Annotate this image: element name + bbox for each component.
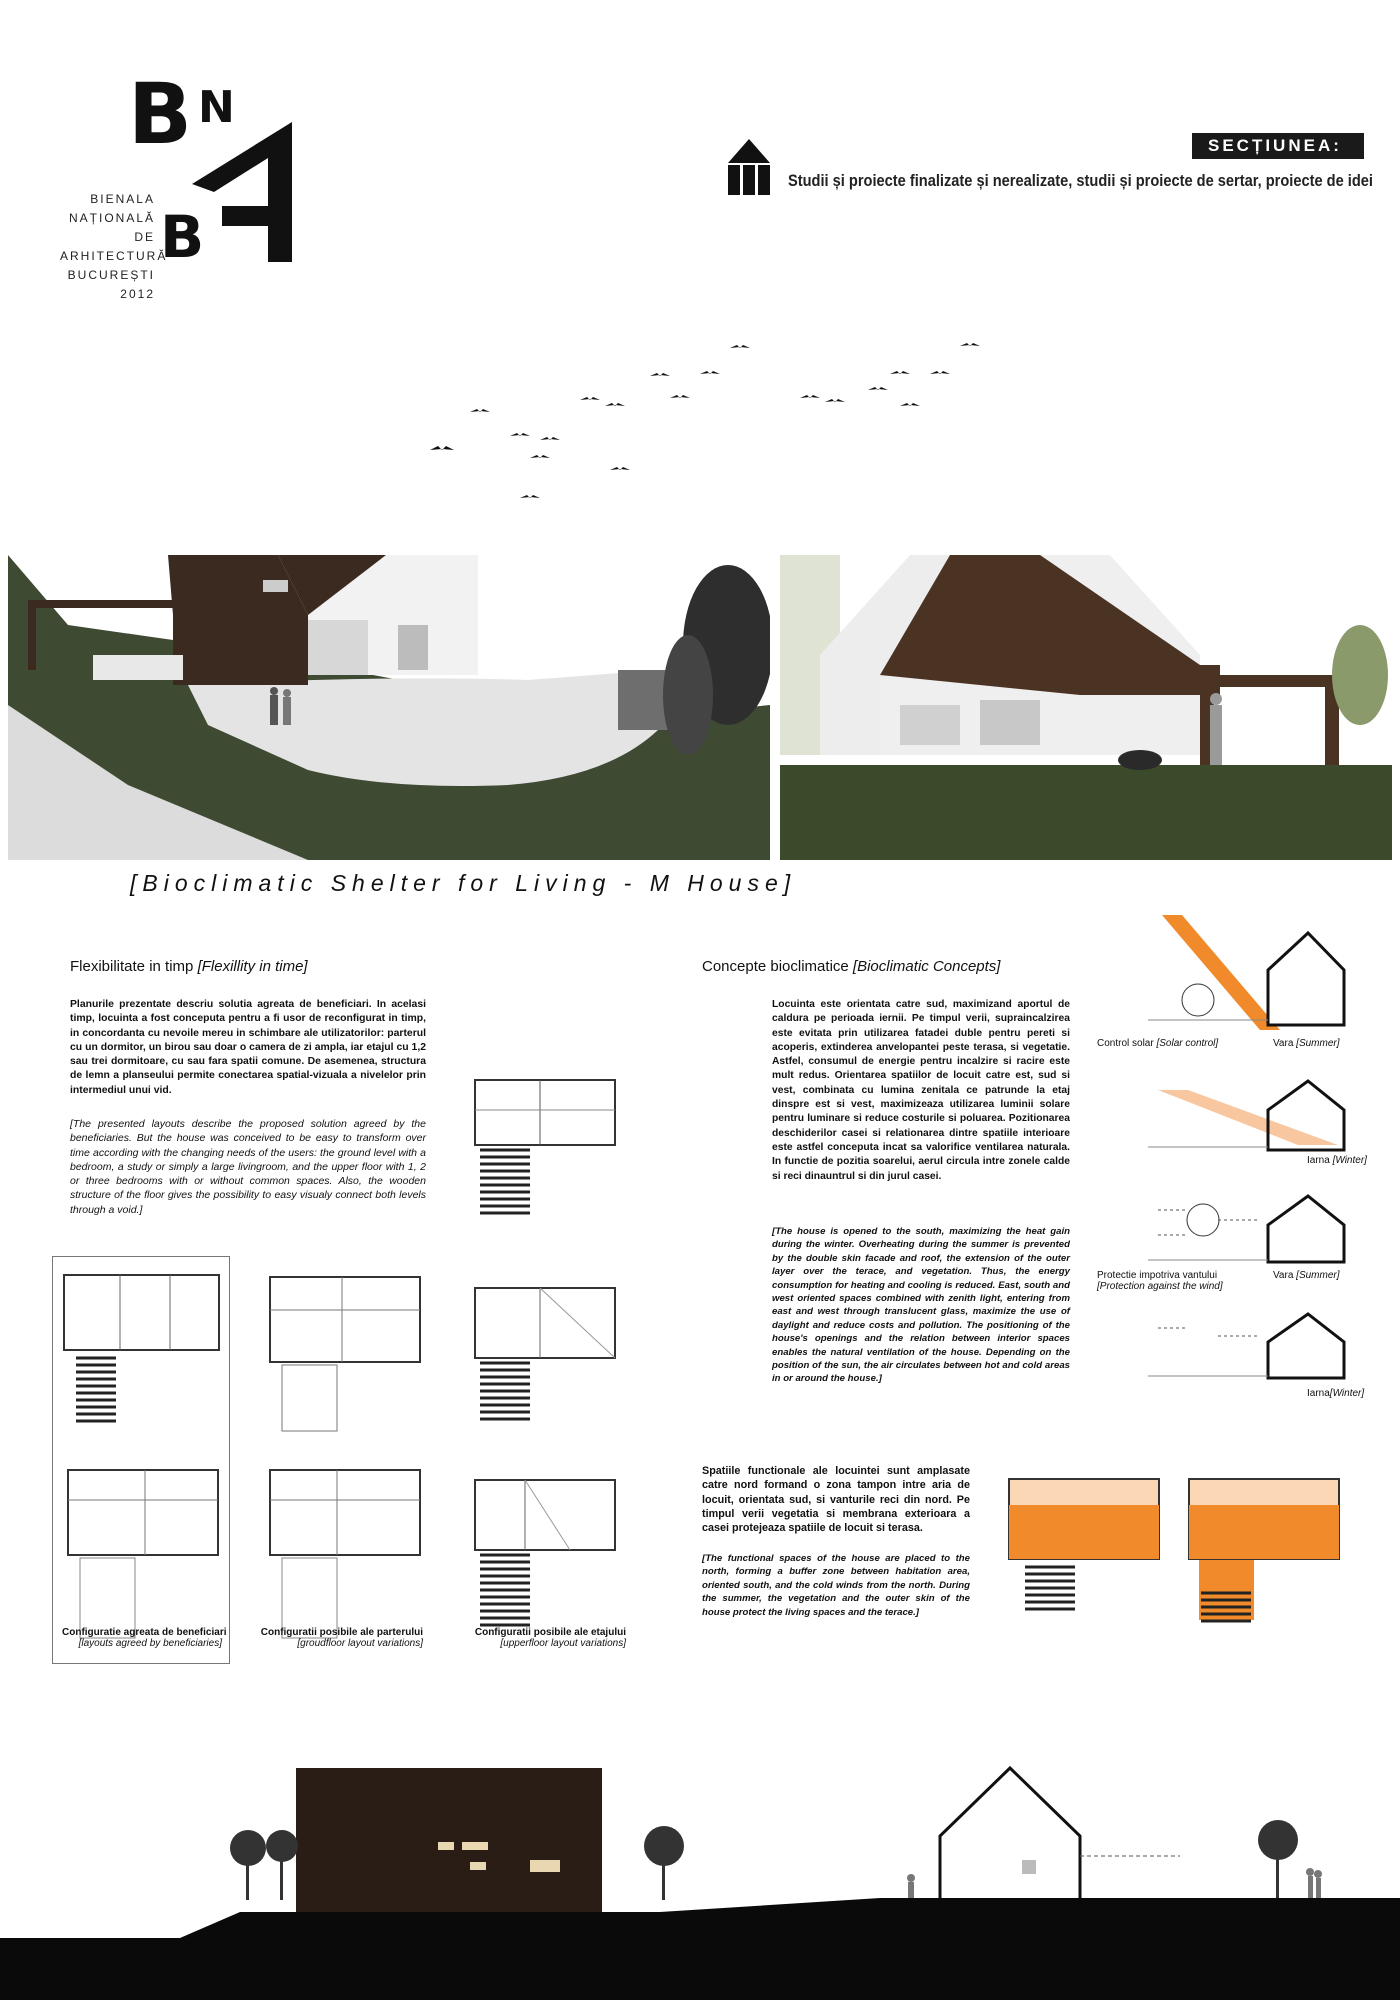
flex-text-ro: Planurile prezentate descriu solutia agreata de beneficiari. In acelasi timp, locuinta a fost conceputa pentru a fi usor de reconfigurat in timp, in concordanta cu nevoile mereu in schimbare ale utilizatorilor: parterul cu un dormitor, un birou sau doar o camera de zi ampla, iar etajul cu 1,2 sau trei dormitoare, cu sau fara spatii comune. De asemenea, structura de lemn a planseului permite conectarea spatial-vizuala a nivelelor prin intermediul unui vid. [70,999,426,1096]
bio-text-en: [The house is opened to the south, maximizing the heat gain during the winter. Overheating during the summer is prevented by the double skin facade and roof, the extension of the outer layer over the terace, and vegetation. Thus, the energy consumption for heating and cooling is reduced. East, south and west oriented spaces combined with zenith light, entering from east and west through translucent glass, maximize the use of daylight and reduce costs and pollution. The positioning of the house's openings and the relation between interior spaces enables the natural ventilation of the house. Depending on the position of the sun, the air circulates between hot and cold areas in or around the house.] [772,1226,1070,1385]
diagram-solar-right-en: [Summer] [1296,1038,1340,1049]
section-description: Studii și proiecte finalizate și nerealizate, studii și proiecte de sertar, proiecte de idei [788,171,1374,190]
buffer-zone-plan-2 [1185,1475,1345,1625]
diagram-solar-right-ro: Vara [1273,1038,1294,1049]
diagram-solar-left-en: [Solar control] [1156,1038,1219,1049]
logo-letter-b1: B [128,65,193,163]
diagram-solar-right-cap [1273,1038,1340,1049]
render-view-south-west [8,555,770,860]
diagram-solar-summer [1148,915,1348,1035]
floor-plan-ground-variant-1 [262,1265,427,1435]
site-elevation [0,1760,1400,2000]
buffer-zone-plan-1 [1005,1475,1165,1625]
caption-agreed-en: [layouts agreed by beneficiaries] [78,1638,222,1649]
logo-letter-a-shape [192,122,302,262]
diagram-solar-left-cap [1097,1038,1218,1049]
diagram-winter-cap [1307,1155,1367,1166]
diagram-winter-right-en: [Winter] [1332,1155,1367,1166]
diagram-wind-right-cap [1273,1270,1340,1281]
logo-letter-b2: B [160,203,205,271]
caption-upperfloor-ro: Configuratii posibile ale etajului [474,1627,626,1638]
logo-subtitle [60,190,168,304]
logo-letter-n: N [198,82,235,133]
diagram-wind-right-ro: Vara [1273,1270,1294,1281]
diagram-wind-right-en: [Summer] [1296,1270,1340,1281]
logo-line: BUCUREȘTI [67,268,155,282]
diagram-wind-winter-ro: Iarna [1307,1388,1330,1399]
bio-heading-en: [Bioclimatic Concepts] [852,958,1001,975]
caption-groundfloor-ro: Configuratii posibile ale parterului [260,1627,423,1638]
logo-line: BIENALA [90,192,155,206]
project-title: [Bioclimatic Shelter for Living - M House] [130,870,797,896]
diagram-wind-winter-en: [Winter] [1329,1388,1365,1399]
render-view-south-east [780,555,1392,860]
diagram-wind-left-ro: Protectie impotriva vantului [1097,1270,1218,1281]
logo-line: DE [134,230,155,244]
diagram-wind-left-en: [Protection against the wind] [1097,1281,1223,1292]
diagram-wind-winter [1148,1310,1348,1385]
floor-plan-upper-variant-1 [470,1270,620,1440]
floor-plan-ground-variant-2 [262,1460,427,1645]
section-badge: SECȚIUNEA: [1192,133,1364,159]
logo-line: NAȚIONALĂ [68,211,155,225]
logo-line: ARHITECTURĂ [60,249,168,263]
bio-text-ro: Locuinta este orientata catre sud, maximizand aportul de caldura pe perioada iernii. Pe timpul verii, supraincalzirea este evitata prin utilizarea fatadei duble pentru pereti si acoperis, extinderea anvelopantei peste terasa, si vegetatie. Astfel, consumul de energie pentru incalzire si racire este mult redus. Orientarea spatiilor de locuit catre est, sud si vest, combinata cu lumina zenitala ce patrunde la etaj dinspre est si vest, maximizeaza utilizarea luminii solare pentru luminare si reduce costurile si poluarea. Pozitionarea deschiderilor casei si relationarea dintre spatiile interioare este astfel conceputa incat sa valorifice ventilarea naturala. In functie de pozitia soarelui, aerul circula intre zonele calde si reci dinauntrul si din jurul casei. [772,999,1070,1182]
caption-agreed-ro: Configuratie agreata de beneficiari [62,1627,227,1638]
diagram-solar-left-ro: Control solar [1097,1038,1154,1049]
caption-upperfloor-en: [upperfloor layout variations] [500,1638,626,1649]
birds-decoration [430,340,990,510]
bio-heading [702,958,1000,975]
bio-heading-ro: Concepte bioclimatice [702,958,849,975]
caption-groundfloor [258,1627,423,1649]
caption-agreed [62,1627,227,1649]
diagram-winter-right-ro: Iarna [1307,1155,1330,1166]
logo-line: 2012 [120,287,155,301]
bio-text2-en: [The functional spaces of the house are placed to the north, forming a buffer zone between habitation area, oriented south, and the cold winds from the north. During the summer, the vegetation and the outer skin of the house protect the living spaces and the terace.] [702,1553,970,1618]
floor-plan-upper-variant-2 [470,1470,620,1645]
diagram-wind-winter-cap [1307,1388,1364,1399]
flex-heading-ro: Flexibilitate in timp [70,958,194,975]
flex-heading-en: [Flexillity in time] [197,958,308,975]
flex-text-en: [The presented layouts describe the proposed solution agreed by the beneficiaries. But the house was conceived to be easy to transform over time according with the changing needs of the users: the ground level with a bedroom, a study or simply a large livingroom, and the upper floor with 1, 2 or three bedrooms with or without common spaces. Also, the wooden structure of the floor gives the possibility to easy visualy connect both levels through a void.] [70,1118,426,1216]
floor-plan-upper-top [470,1075,620,1225]
floor-plan-agreed-ground [60,1460,225,1645]
floor-plan-agreed-upper [60,1265,225,1435]
diagram-solar-winter [1148,1075,1348,1155]
bio-text2-ro: Spatiile functionale ale locuintei sunt amplasate catre nord formand o zona tampon intre aria de locuit, orientata sud, si vanturile reci din nord. Pe timpul verii vegetatia si membrana exterioara a casei protejeaza spatiile de locuit si terasa. [702,1465,970,1535]
caption-upperfloor [466,1627,626,1649]
pencil-house-icon [726,137,772,195]
flex-heading [70,958,308,975]
diagram-wind-summer [1148,1190,1348,1270]
diagram-wind-left-cap [1097,1270,1223,1292]
caption-groundfloor-en: [groudfloor layout variations] [297,1638,423,1649]
